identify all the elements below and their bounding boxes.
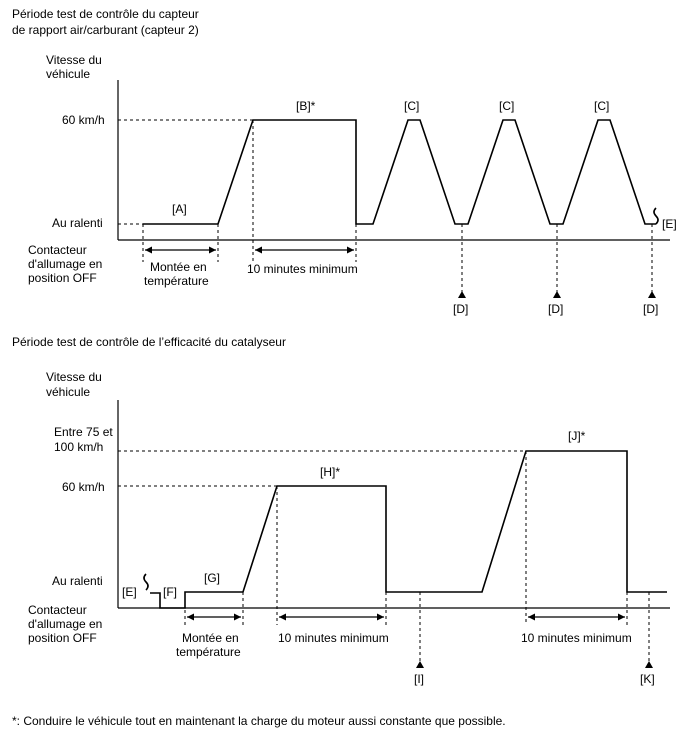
diagram1-break-mark	[654, 208, 658, 224]
diagram2-label-E: [E]	[122, 585, 137, 599]
diagram1-y-idle: Au ralenti	[52, 216, 103, 230]
diagram2-ignition-1: Contacteur	[28, 603, 87, 617]
diagram2-ignition-3: position OFF	[28, 631, 97, 645]
diagram2-y-idle: Au ralenti	[52, 574, 103, 588]
diagram1-label-D2: [D]	[548, 302, 564, 316]
diagram2-label-I: [I]	[414, 672, 425, 686]
diagram1-warmup-2: température	[144, 274, 209, 288]
diagram2-label-H: [H]*	[320, 465, 341, 479]
diagram1-title-line2: de rapport air/carburant (capteur 2)	[12, 23, 199, 37]
diagram2-title: Période test de contrôle de l’efficacité du catalyseur	[12, 335, 286, 349]
diagram1-label-D1: [D]	[453, 302, 469, 316]
diagram1-ignition-2: d'allumage en	[28, 257, 103, 271]
diagram2-y-60: 60 km/h	[62, 480, 105, 494]
diagram1-label-B: [B]*	[296, 99, 316, 113]
diagram2-label-G: [G]	[204, 571, 221, 585]
diagram-2	[12, 335, 670, 686]
diagram2-ten-min-2: 10 minutes minimum	[521, 631, 632, 645]
diagram2-warmup-1: Montée en	[182, 631, 239, 645]
diagram1-y-60: 60 km/h	[62, 113, 105, 127]
diagram-1	[12, 7, 677, 316]
diagram1-D1-arrow	[458, 291, 466, 298]
diagram1-speed-profile	[143, 120, 656, 224]
diagram1-ten-min: 10 minutes minimum	[247, 262, 358, 276]
diagram1-ignition-1: Contacteur	[28, 243, 87, 257]
diagram2-label-K: [K]	[640, 672, 655, 686]
diagram2-ignition-2: d'allumage en	[28, 617, 103, 631]
diagram2-I-arrow	[416, 661, 424, 668]
diagram1-y-axis-label-2: véhicule	[46, 67, 91, 81]
diagram2-ten-min-1: 10 minutes minimum	[278, 631, 389, 645]
footnote: *: Conduire le véhicule tout en maintenant la charge du moteur aussi constante que possible.	[12, 714, 506, 728]
diagram1-label-C1: [C]	[404, 99, 420, 113]
diagram2-K-arrow	[645, 661, 653, 668]
diagram1-label-D3: [D]	[643, 302, 659, 316]
diagram2-break-mark	[144, 574, 148, 590]
diagram2-y-axis-label-1: Vitesse du	[46, 370, 102, 384]
diagram1-title-line1: Période test de contrôle du capteur	[12, 7, 199, 21]
diagram2-label-J: [J]*	[568, 429, 586, 443]
diagram1-label-A: [A]	[172, 202, 187, 216]
diagram1-label-C2: [C]	[499, 99, 515, 113]
diagram2-label-F: [F]	[163, 585, 177, 599]
diagram2-y-axis-label-2: véhicule	[46, 385, 91, 399]
diagram1-D2-arrow	[553, 291, 561, 298]
diagram1-label-C3: [C]	[594, 99, 610, 113]
diagram2-y-high-2: 100 km/h	[54, 440, 104, 454]
diagram1-ignition-3: position OFF	[28, 271, 97, 285]
diagram2-warmup-2: température	[176, 645, 241, 659]
diagram1-D3-arrow	[648, 291, 656, 298]
diagram1-warmup-1: Montée en	[150, 260, 207, 274]
diagram2-speed-profile	[150, 451, 667, 608]
diagram1-y-axis-label-1: Vitesse du	[46, 53, 102, 67]
diagram2-y-high-1: Entre 75 et	[54, 425, 113, 439]
diagram1-label-E: [E]	[662, 217, 677, 231]
